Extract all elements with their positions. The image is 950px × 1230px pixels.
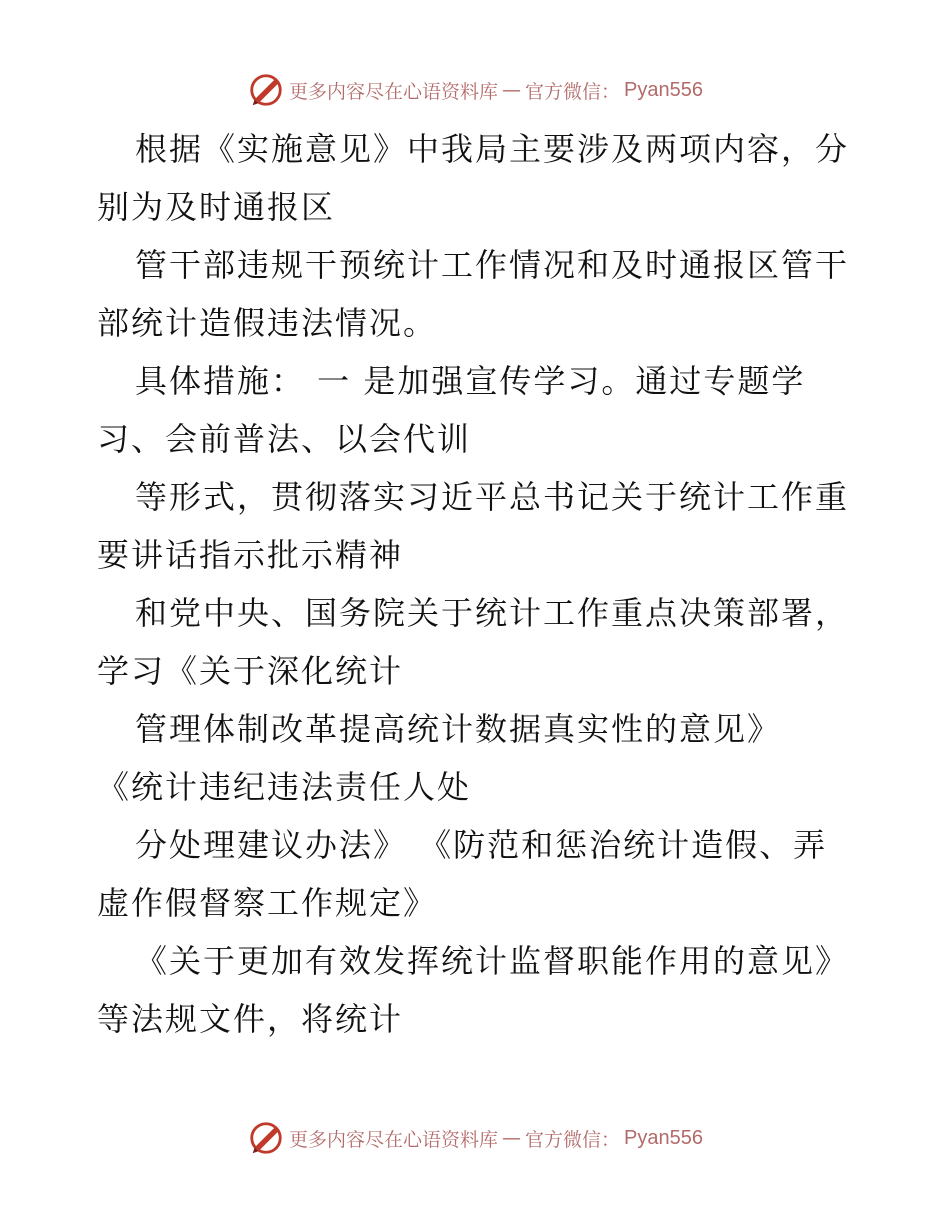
text-line: 别为及时通报区	[97, 188, 336, 226]
text-line: 等形式，贯彻落实习近平总书记关于统计工作重	[135, 478, 850, 516]
text-line: 管理体制改革提高统计数据真实性的意见》	[135, 710, 782, 748]
banner-id: Pyan556	[624, 1126, 703, 1149]
banner-label: 官方微信：	[525, 80, 621, 103]
text-line: 部统计造假违法情况。	[97, 304, 438, 342]
text-line: 虚作假督察工作规定》	[97, 884, 438, 922]
pen-logo-icon	[247, 1119, 285, 1157]
body-text	[97, 120, 867, 1048]
banner-separator: —	[502, 79, 522, 101]
text-line: 具体措施： 一 是加强宣传学习。通过专题学	[135, 362, 806, 400]
text-line: 根据《实施意见》中我局主要涉及两项内容，分	[135, 130, 850, 168]
header-banner	[0, 70, 950, 110]
text-line: 《关于更加有效发挥统计监督职能作用的意见》	[135, 942, 850, 980]
pen-logo-icon	[247, 71, 285, 109]
text-line: 《统计违纪违法责任人处	[97, 768, 472, 806]
text-line: 管干部违规干预统计工作情况和及时通报区管干	[135, 246, 850, 284]
banner-separator: —	[502, 1127, 522, 1149]
text-line: 等法规文件，将统计	[97, 1000, 404, 1038]
text-line: 要讲话指示批示精神	[97, 536, 404, 574]
text-line: 分处理建议办法》 《防范和惩治统计造假、弄	[135, 826, 828, 864]
banner-text: 更多内容尽在心语资料库	[289, 1128, 499, 1151]
banner-label: 官方微信：	[525, 1128, 621, 1151]
banner-text: 更多内容尽在心语资料库	[289, 80, 499, 103]
banner-id: Pyan556	[624, 78, 703, 101]
text-line: 和党中央、国务院关于统计工作重点决策部署，	[135, 594, 850, 632]
footer-banner	[0, 1118, 950, 1158]
text-line: 习、会前普法、以会代训	[97, 420, 472, 458]
text-line: 学习《关于深化统计	[97, 652, 404, 690]
